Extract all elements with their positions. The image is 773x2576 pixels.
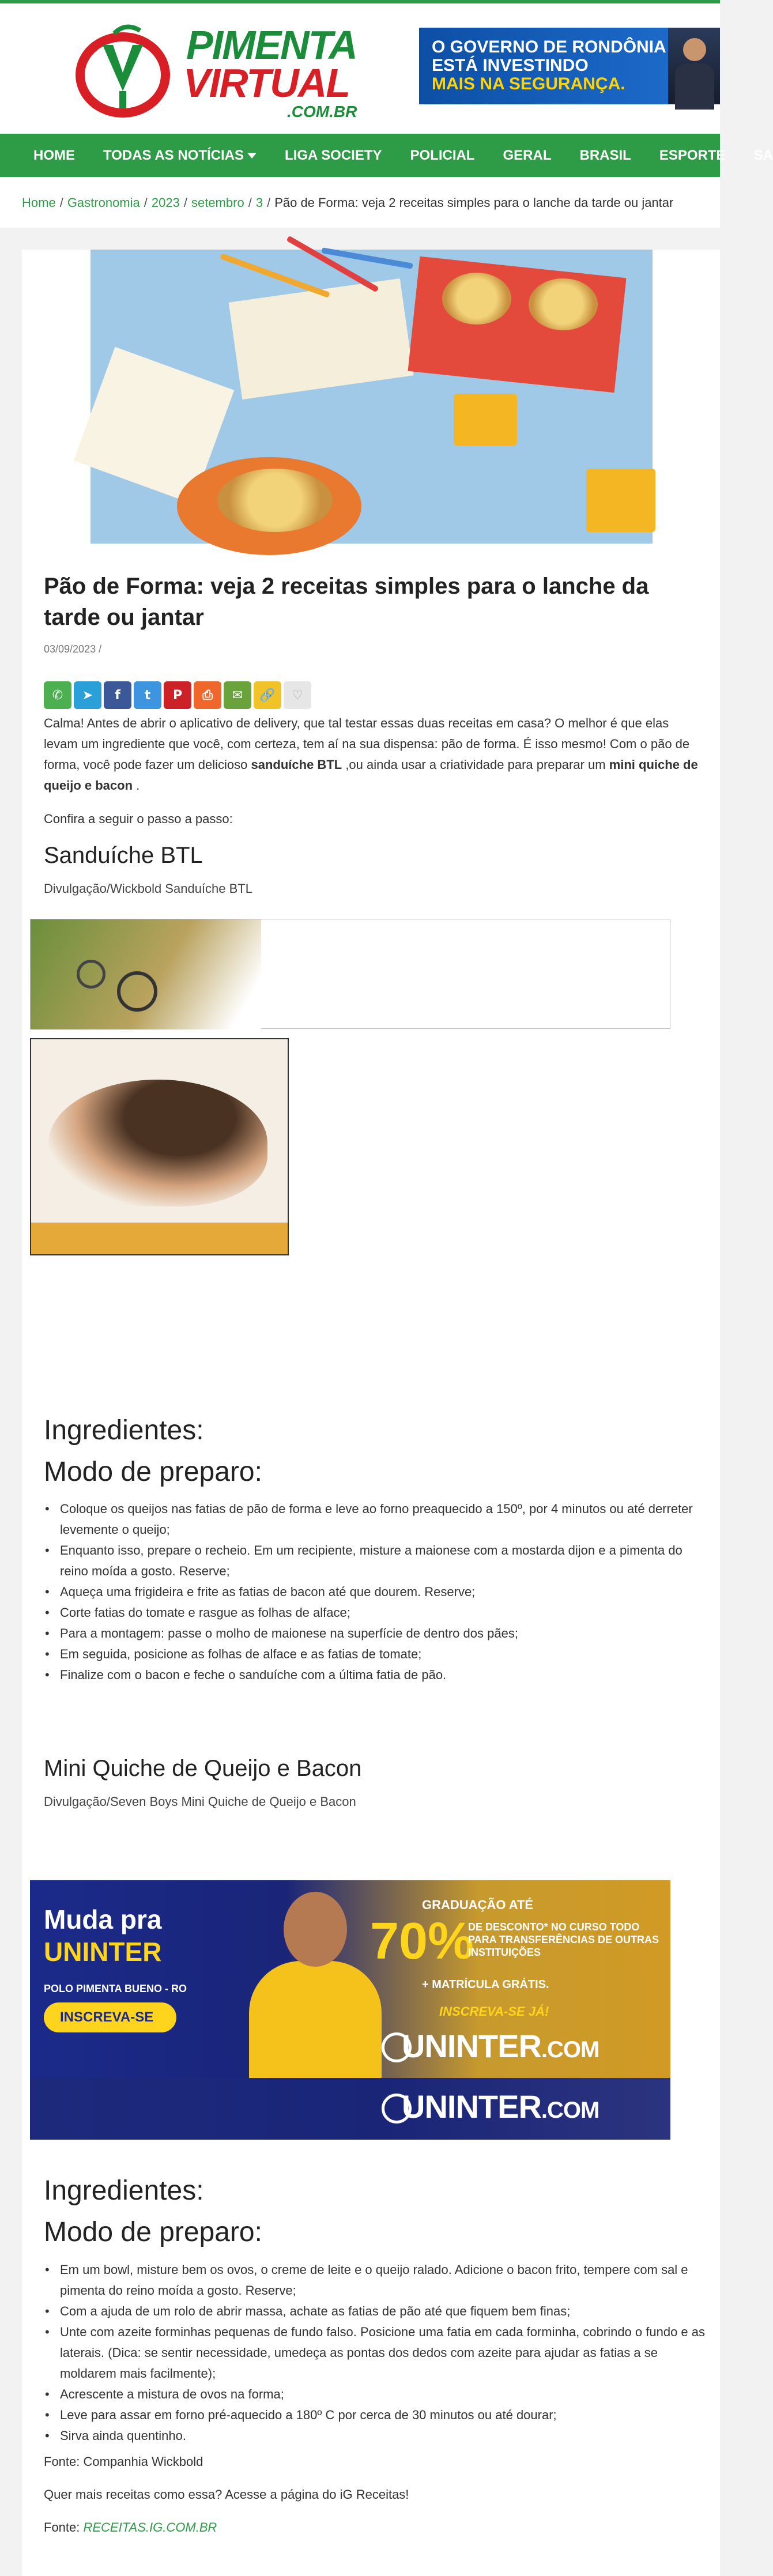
intro-bold-sanduiche: sanduíche BTL bbox=[251, 757, 342, 772]
article-hero-image bbox=[91, 250, 653, 544]
banner-line1: O GOVERNO DE RONDÔNIA bbox=[432, 37, 666, 56]
nav-policial[interactable]: POLICIAL bbox=[410, 147, 475, 163]
breadcrumb-category[interactable]: Gastronomia bbox=[67, 195, 140, 210]
nav-esporte[interactable]: ESPORTE bbox=[659, 147, 726, 163]
share-copy-link-icon[interactable]: 🔗 bbox=[254, 681, 281, 709]
ad-uninter-line1: Muda pra bbox=[44, 1904, 162, 1934]
banner-line2: ESTÁ INVESTINDO bbox=[432, 56, 589, 75]
share-twitter-icon[interactable]: t bbox=[134, 681, 161, 709]
list-item: • Aqueça uma frigideira e frite as fatias de bacon até que dourem. Reserve; bbox=[44, 1582, 707, 1602]
list-item: • Coloque os queijos nas fatias de pão de forma e leve ao forno preaquecido a 150º, por 4 minutos ou até derreter levemente o queijo; bbox=[44, 1499, 707, 1540]
list-item: • Corte fatias do tomate e rasgue as folhas de alface; bbox=[44, 1602, 707, 1623]
nav-todas-noticias-label: TODAS AS NOTÍCIAS bbox=[103, 147, 244, 163]
ad-uninter-line2: UNINTER bbox=[44, 1937, 162, 1967]
ad-bike-image bbox=[31, 919, 261, 1029]
nav-sa[interactable]: SA bbox=[753, 147, 773, 163]
share-pinterest-icon[interactable]: P bbox=[164, 681, 191, 709]
ad-coffee-banner[interactable] bbox=[30, 1038, 289, 1255]
breadcrumb-day[interactable]: 3 bbox=[255, 195, 263, 210]
article-title: Pão de Forma: veja 2 receitas simples para o lanche da tarde ou jantar bbox=[44, 574, 649, 630]
site-header bbox=[0, 0, 720, 134]
intro-text-c: ,ou ainda usar a criatividade para preparar um bbox=[342, 757, 609, 772]
list-item: • Leve para assar em forno pré-aquecido a 180º C por cerca de 30 minutos ou até dourar; bbox=[44, 2405, 707, 2426]
intro-bold-quiche: mini quiche de queijo e bacon bbox=[44, 757, 698, 793]
share-email-icon[interactable]: ✉ bbox=[224, 681, 251, 709]
ad-coffee-bar bbox=[31, 1223, 288, 1254]
nav-todas-noticias[interactable] bbox=[103, 148, 257, 164]
recipe2-steps bbox=[44, 2260, 707, 2446]
ad-uninter-banner[interactable] bbox=[30, 1880, 670, 2140]
nav-liga-society[interactable]: LIGA SOCIETY bbox=[285, 147, 382, 163]
ad-uninter-brand-name: UNINTER bbox=[402, 2088, 541, 2125]
breadcrumb-home[interactable]: Home bbox=[22, 195, 56, 210]
main-nav bbox=[0, 134, 773, 177]
more-recipes-text: Quer mais receitas como essa? Acesse a página do iG Receitas! bbox=[44, 2487, 409, 2502]
ad-uninter-person-image bbox=[249, 1892, 382, 2094]
ad-uninter-brand-suffix: .COM bbox=[541, 2037, 599, 2062]
breadcrumb-current: Pão de Forma: veja 2 receitas simples para o lanche da tarde ou jantar bbox=[274, 195, 674, 210]
source-line: Fonte: Companhia Wickbold bbox=[44, 2454, 203, 2469]
list-item: • Em seguida, posicione as folhas de alface e as fatias de tomate; bbox=[44, 1644, 707, 1665]
list-item: • Para a montagem: passe o molho de maionese na superfície de dentro dos pães; bbox=[44, 1623, 707, 1644]
ad-uninter-headline bbox=[44, 1903, 161, 1968]
ad-uninter-pct: 70% bbox=[370, 1913, 474, 1970]
list-item: • Com a ajuda de um rolo de abrir massa, achate as fatias de pão até que fiquem bem finas; bbox=[44, 2301, 707, 2322]
ad-uninter-matricula: + MATRÍCULA GRÁTIS. bbox=[422, 1978, 549, 1991]
nav-home[interactable]: HOME bbox=[33, 147, 75, 163]
recipe1-title: Sanduíche BTL bbox=[44, 843, 203, 868]
ad-uninter-inscreva: INSCREVA-SE JÁ! bbox=[439, 2004, 549, 2019]
recipe2-modo-heading: Modo de preparo: bbox=[44, 2217, 262, 2247]
list-item: • Finalize com o bacon e feche o sanduíche com a última fatia de pão. bbox=[44, 1665, 707, 1685]
share-print-icon[interactable]: ⎙ bbox=[194, 681, 221, 709]
logo-text-virtual: VIRTUAL bbox=[183, 61, 350, 105]
source-link[interactable]: RECEITAS.IG.COM.BR bbox=[83, 2520, 217, 2534]
recipe2-caption: Divulgação/Seven Boys Mini Quiche de Queijo e Bacon bbox=[44, 1794, 356, 1809]
recipe1-modo-heading: Modo de preparo: bbox=[44, 1457, 262, 1487]
list-item: • Sirva ainda quentinho. bbox=[44, 2426, 707, 2446]
source-label: Fonte: bbox=[44, 2520, 84, 2534]
source-link-line bbox=[44, 2517, 701, 2538]
header-ad-banner[interactable] bbox=[419, 28, 720, 104]
chevron-down-icon bbox=[247, 153, 257, 159]
logo-text-domain: .COM.BR bbox=[287, 103, 357, 120]
breadcrumb-year[interactable]: 2023 bbox=[151, 195, 180, 210]
breadcrumb: Home / Gastronomia / 2023 / setembro / 3 / Pão de Forma: veja 2 receitas simples para o lanche da tarde ou jantar bbox=[0, 177, 720, 228]
share-facebook-icon[interactable]: f bbox=[104, 681, 131, 709]
list-item: • Enquanto isso, prepare o recheio. Em um recipiente, misture a maionese com a mostarda dijon e a pimenta do reino moída a gosto. Reserve; bbox=[44, 1540, 707, 1582]
share-telegram-icon[interactable]: ➤ bbox=[74, 681, 101, 709]
nav-geral[interactable]: GERAL bbox=[503, 147, 552, 163]
article-intro bbox=[44, 713, 701, 796]
recipe2-title: Mini Quiche de Queijo e Bacon bbox=[44, 1756, 362, 1781]
ad-uninter-button[interactable]: INSCREVA-SE bbox=[44, 2002, 176, 2032]
ad-uninter-brand-2 bbox=[402, 2088, 599, 2125]
article-date: 03/09/2023 / bbox=[44, 643, 102, 655]
list-item: • Acrescente a mistura de ovos na forma; bbox=[44, 2384, 707, 2405]
banner-text bbox=[432, 38, 666, 93]
ad-uninter-brand-suffix: .COM bbox=[541, 2098, 599, 2123]
article-confira: Confira a seguir o passo a passo: bbox=[44, 812, 233, 826]
article-card bbox=[22, 250, 720, 2576]
nav-brasil[interactable]: BRASIL bbox=[579, 147, 631, 163]
recipe1-steps bbox=[44, 1499, 707, 1685]
recipe2-ingredients-heading: Ingredientes: bbox=[44, 2175, 204, 2206]
pepper-logo-icon bbox=[68, 22, 183, 123]
breadcrumb-month[interactable]: setembro bbox=[191, 195, 244, 210]
share-whatsapp-icon[interactable]: ✆ bbox=[44, 681, 71, 709]
site-logo[interactable] bbox=[68, 22, 368, 123]
ad-uninter-brand-name: UNINTER bbox=[402, 2028, 541, 2064]
recipe1-caption: Divulgação/Wickbold Sanduíche BTL bbox=[44, 881, 252, 896]
list-item: • Em um bowl, misture bem os ovos, o creme de leite e o queijo ralado. Adicione o bacon frito, tempere com sal e pimenta do reino moída a gosto. Reserve; bbox=[44, 2260, 707, 2301]
ad-uninter-grad: GRADUAÇÃO ATÉ bbox=[422, 1898, 534, 1912]
banner-officer-image bbox=[668, 28, 720, 104]
intro-text-d: . bbox=[133, 778, 140, 793]
ad-uninter-brand bbox=[402, 2027, 599, 2065]
recipe1-ingredients-heading: Ingredientes: bbox=[44, 1415, 204, 1446]
list-item: • Unte com azeite forminhas pequenas de fundo falso. Posicione uma fatia em cada forminha, cobrindo o fundo e as laterais. (Dica: se sentir necessidade, umedeça as pontas dos dedos com azeite para ajudar as fatias a se moldarem mais facilmente); bbox=[44, 2322, 707, 2384]
banner-line3: MAIS NA SEGURANÇA. bbox=[432, 74, 625, 93]
share-pocket-icon[interactable]: ♡ bbox=[284, 681, 311, 709]
ad-bike-banner[interactable] bbox=[30, 919, 670, 1029]
ad-uninter-desc: DE DESCONTO* NO CURSO TODO PARA TRANSFERÊNCIAS DE OUTRAS INSTITUIÇÕES bbox=[468, 1921, 659, 1958]
share-bar bbox=[44, 681, 311, 709]
ad-uninter-polo: POLO PIMENTA BUENO - RO bbox=[44, 1983, 187, 1994]
ad-coffee-image bbox=[48, 1080, 267, 1206]
logo-text-pimenta: PIMENTA bbox=[186, 22, 357, 67]
intro-text-a: Calma! Antes de abrir o aplicativo de delivery, que tal testar essas duas receitas em casa? O melhor é que elas levam um ingrediente que você, com certeza, tem aí na sua dispensa: pão de forma. É isso mesmo! Com o pão de forma, você pode fazer um delicioso bbox=[44, 716, 690, 772]
